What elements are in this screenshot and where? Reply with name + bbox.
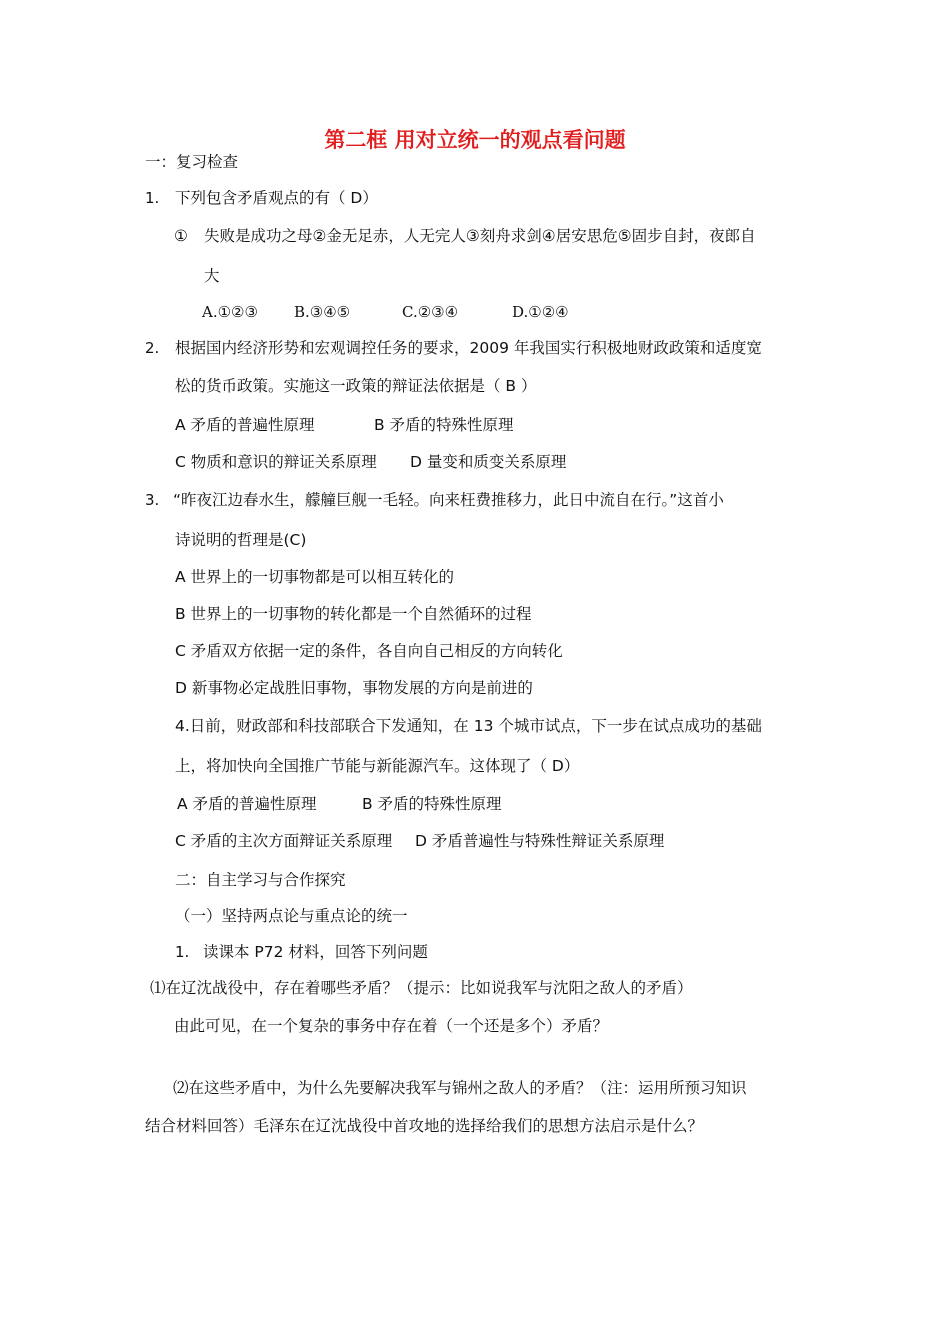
question-4-option-b: B 矛盾的特殊性原理 [362, 795, 502, 813]
task-1-text: 读课本 P72 材料，回答下列问题 [203, 943, 428, 961]
question-1-number: 1. [145, 189, 160, 207]
section-heading-explore: 二：自主学习与合作探究 [175, 871, 346, 889]
question-4-line2: 上，将加快向全国推广节能与新能源汽车。这体现了（ D） [175, 757, 580, 775]
prompt-1-line2: 由此可见，在一个复杂的事务中存在着（一个还是多个）矛盾？ [174, 1017, 609, 1035]
question-2-line1: 根据国内经济形势和宏观调控任务的要求，2009 年我国实行积极地财政政策和适度宽 [175, 339, 762, 357]
question-1-option-a: A.①②③ [202, 303, 258, 321]
question-1-option-c: C.②③④ [402, 303, 459, 321]
question-2-line2: 松的货币政策。实施这一政策的辩证法依据是（ B ） [175, 377, 537, 395]
page-title: 第二框 用对立统一的观点看问题 [324, 128, 626, 152]
question-3-option-c: C 矛盾双方依据一定的条件，各自向自己相反的方向转化 [175, 642, 563, 660]
question-1-items-line1: 失败是成功之母②金无足赤，人无完人③刻舟求剑④居安思危⑤固步自封，夜郎自 [204, 227, 756, 245]
question-4-option-d: D 矛盾普遍性与特殊性辩证关系原理 [415, 832, 665, 850]
question-2-number: 2. [145, 339, 160, 357]
question-1-item-marker: ① [174, 227, 188, 245]
question-3-option-a: A 世界上的一切事物都是可以相互转化的 [175, 568, 455, 586]
question-3-line2: 诗说明的哲理是(C) [175, 531, 307, 549]
question-2-option-a: A 矛盾的普遍性原理 [175, 416, 315, 434]
question-1-stem: 下列包含矛盾观点的有（ D） [175, 189, 378, 207]
question-4-line1: 4.日前，财政部和科技部联合下发通知，在 13 个城市试点，下一步在试点成功的基础 [175, 717, 762, 735]
task-1-number: 1. [175, 943, 190, 961]
question-3-number: 3. [145, 491, 160, 509]
prompt-2-line2: 结合材料回答）毛泽东在辽沈战役中首攻地的选择给我们的思想方法启示是什么？ [145, 1117, 704, 1135]
question-3-line1: “昨夜江边春水生，艨艟巨舰一毛轻。向来枉费推移力，此日中流自在行。”这首小 [173, 491, 724, 509]
question-2-option-d: D 量变和质变关系原理 [410, 453, 567, 471]
subsection-heading: （一）坚持两点论与重点论的统一 [175, 907, 408, 925]
question-1-option-d: D.①②④ [512, 303, 569, 321]
question-4-option-c: C 矛盾的主次方面辩证关系原理 [175, 832, 393, 850]
question-1-items-line2: 大 [204, 267, 220, 285]
section-heading-review: 一：复习检查 [145, 153, 239, 171]
question-2-option-c: C 物质和意识的辩证关系原理 [175, 453, 377, 471]
prompt-1-line1: ⑴在辽沈战役中，存在着哪些矛盾？（提示：比如说我军与沈阳之敌人的矛盾） [150, 979, 693, 997]
question-3-option-d: D 新事物必定战胜旧事物，事物发展的方向是前进的 [175, 679, 533, 697]
prompt-2-line1: ⑵在这些矛盾中，为什么先要解决我军与锦州之敌人的矛盾？（注：运用所预习知识 [173, 1079, 747, 1097]
question-4-option-a: A 矛盾的普遍性原理 [177, 795, 317, 813]
question-2-option-b: B 矛盾的特殊性原理 [374, 416, 514, 434]
question-3-option-b: B 世界上的一切事物的转化都是一个自然循环的过程 [175, 605, 532, 623]
question-1-option-b: B.③④⑤ [294, 303, 351, 321]
